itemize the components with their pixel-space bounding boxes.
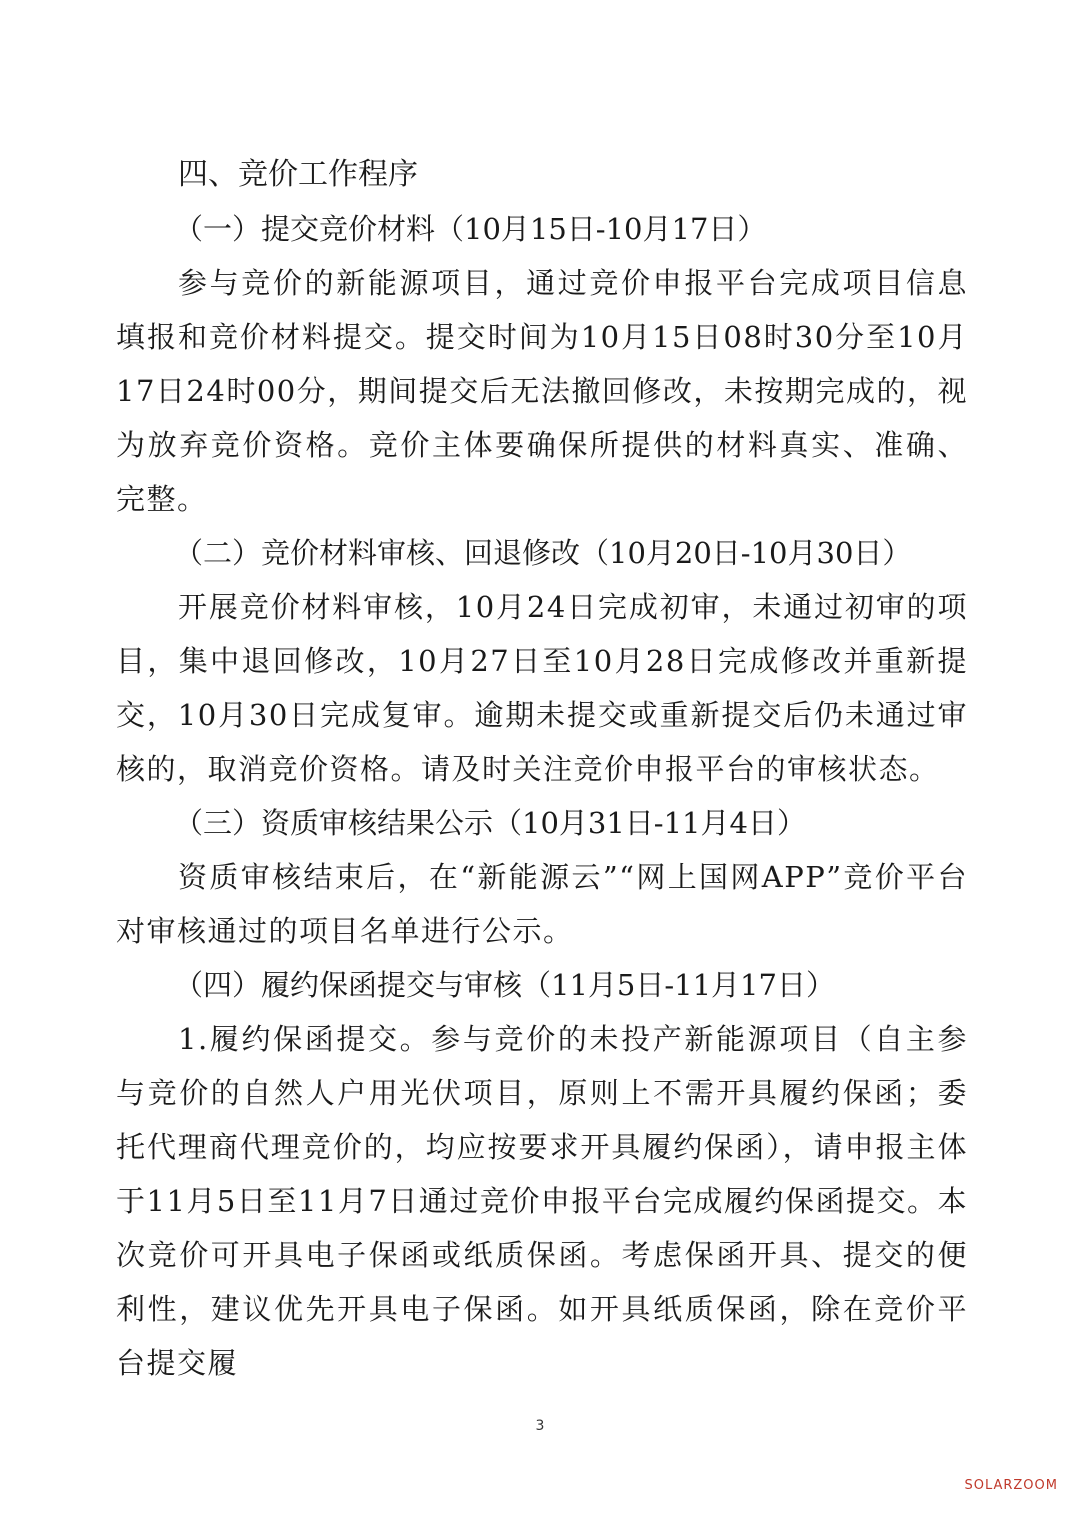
subsection-3 — [116, 796, 968, 958]
subsection-title: （四）履约保函提交与审核（11月5日-11月17日） — [174, 968, 835, 1002]
subsection-2 — [116, 526, 968, 796]
paragraph: 开展竞价材料审核，10月24日完成初审，未通过初审的项目，集中退回修改，10月27日至10月28日完成修改并重新提交，10月30日完成复审。逾期未提交或重新提交后仍未通过审核的，取消竞价资格。请及时关注竞价申报平台的审核状态。 — [116, 590, 968, 786]
subsection-title: （三）资质审核结果公示（10月31日-11月4日） — [174, 806, 806, 840]
paragraph: 资质审核结束后，在“新能源云”“网上国网APP”竞价平台对审核通过的项目名单进行公示。 — [116, 860, 968, 948]
section-heading: 四、竞价工作程序 — [178, 157, 418, 192]
page-number: 3 — [535, 1418, 545, 1434]
subsection-title: （一）提交竞价材料（10月15日-10月17日） — [174, 212, 767, 246]
subsection-1 — [116, 202, 968, 526]
subsection-title: （二）竞价材料审核、回退修改（10月20日-10月30日） — [174, 536, 912, 570]
document-body — [116, 148, 968, 1390]
subsection-4 — [116, 958, 968, 1390]
paragraph: 参与竞价的新能源项目，通过竞价申报平台完成项目信息填报和竞价材料提交。提交时间为10月15日08时30分至10月17日24时00分，期间提交后无法撤回修改，未按期完成的，视为放弃竞价资格。竞价主体要确保所提供的材料真实、准确、完整。 — [116, 266, 968, 516]
paragraph: 1.履约保函提交。参与竞价的未投产新能源项目（自主参与竞价的自然人户用光伏项目，原则上不需开具履约保函；委托代理商代理竞价的，均应按要求开具履约保函），请申报主体于11月5日至11月7日通过竞价申报平台完成履约保函提交。本次竞价可开具电子保函或纸质保函。考虑保函开具、提交的便利性，建议优先开具电子保函。如开具纸质保函，除在竞价平台提交履 — [116, 1022, 968, 1380]
watermark-logo: SOLARZOOM — [964, 1478, 1058, 1493]
